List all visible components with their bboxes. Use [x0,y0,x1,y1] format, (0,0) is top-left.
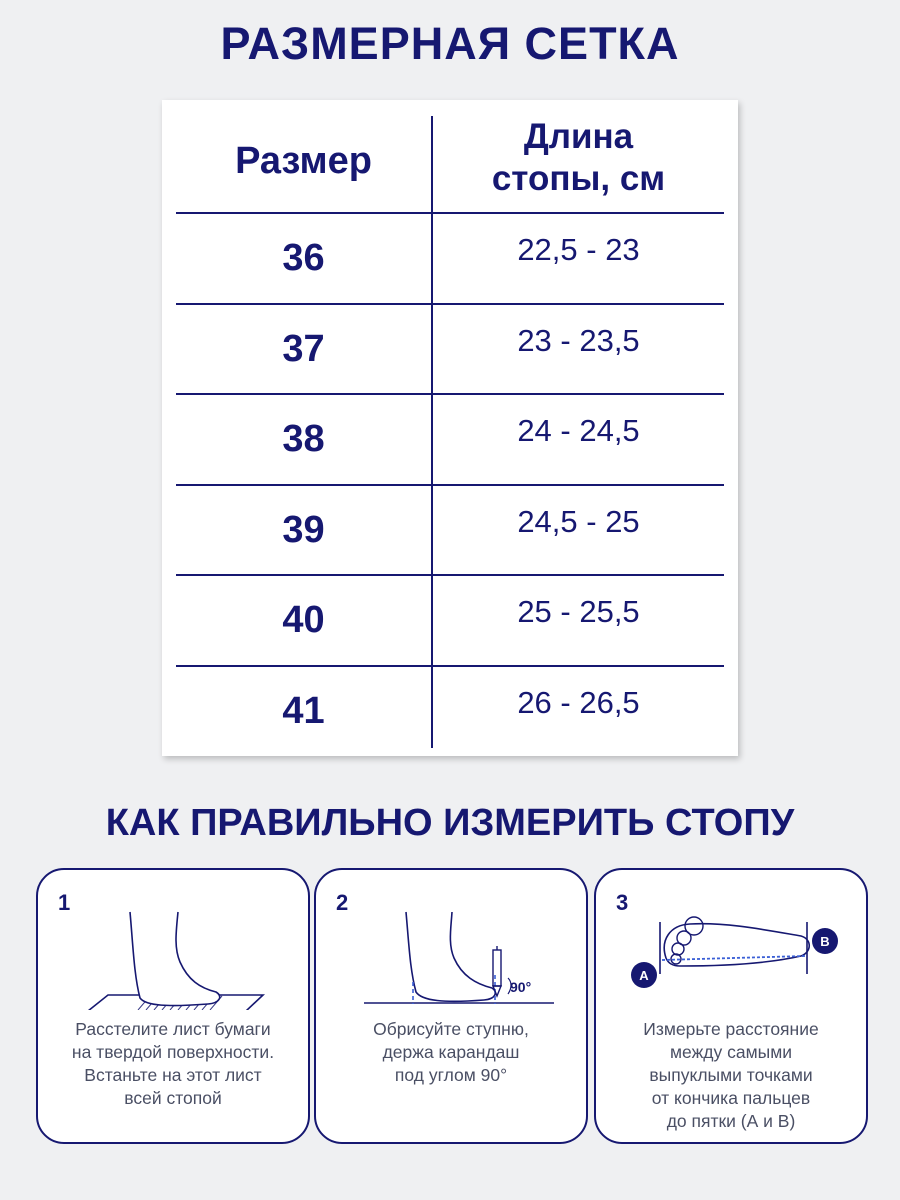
step-card-1 [36,868,310,1144]
step-description: Измерьте расстояние между самыми выпуклыми точками от кончика пальцев до пятки (А и В) [643,1019,819,1131]
size-cell: 41 [282,690,325,732]
page-title: РАЗМЕРНАЯ СЕТКА [220,18,680,69]
foot-trace-pencil-icon [316,870,590,1010]
table-row [176,395,724,486]
size-cell: 37 [282,328,325,370]
size-table [162,100,738,756]
table-row [176,667,724,758]
step-number: 1 [58,890,71,915]
step-description: Расстелите лист бумаги на твердой поверхности. Встаньте на этот лист всей стопой [71,1019,275,1108]
point-b-label: B [820,934,830,949]
foot-on-paper-icon [38,870,312,1010]
size-cell: 39 [282,509,325,551]
table-row [176,214,724,305]
step-description: Обрисуйте ступню, держа карандаш под углом 90° [373,1019,529,1085]
header-size: Размер [235,140,372,182]
length-cell: 22,5 - 23 [517,232,640,267]
header-length-line-1: Длина [523,117,634,156]
foot-measure-icon [596,870,870,1010]
step-card-3 [594,868,868,1144]
length-cell: 24,5 - 25 [517,504,640,539]
header-length-line-2: стопы, см [491,159,666,198]
length-cell: 26 - 26,5 [517,685,640,720]
length-cell: 23 - 23,5 [517,323,640,358]
size-cell: 38 [282,418,325,460]
step-number: 2 [336,890,349,915]
table-row [176,486,724,577]
step-number: 3 [616,890,629,915]
table-row [176,305,724,396]
size-cell: 36 [282,237,325,279]
step-card-2 [314,868,588,1144]
table-row [176,576,724,667]
section-title: КАК ПРАВИЛЬНО ИЗМЕРИТЬ СТОПУ [105,802,795,844]
header-length [433,116,724,200]
size-cell: 40 [282,599,325,641]
angle-label: 90° [510,979,532,995]
length-cell: 25 - 25,5 [517,594,640,629]
length-cell: 24 - 24,5 [517,413,640,448]
point-a-label: A [639,968,649,983]
